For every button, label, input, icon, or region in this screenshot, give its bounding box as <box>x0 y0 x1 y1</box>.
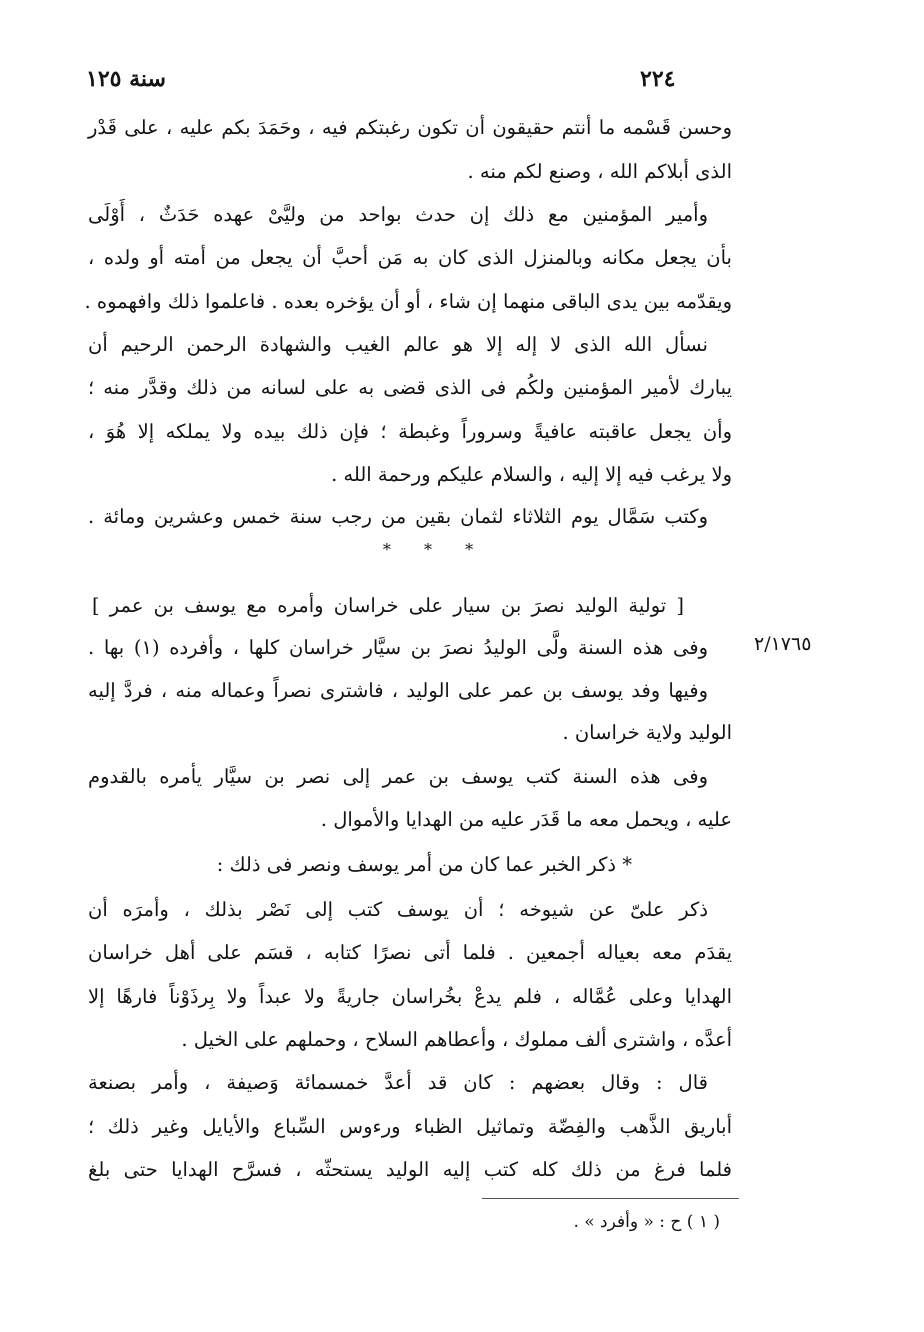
text-line: الذى أبلاكم الله ، وصنع لكم منه . <box>467 160 732 183</box>
subsection-heading: * ذكر الخبر عما كان من أمر يوسف ونصر فى ذلك : <box>216 853 632 876</box>
text-line: وأمير المؤمنين مع ذلك إن حدث بواحد من وليَّىْ عهده حَدَثٌ ، أَوْلَى <box>88 203 708 226</box>
margin-reference: ٢/١٧٦٥ <box>754 633 812 655</box>
text-line: وفى هذه السنة ولَّى الوليدُ نصرَ بن سيَّار خراسان كلها ، وأفرده (١) بها . <box>88 636 708 659</box>
text-line: ولا يرغب فيه إلا إليه ، والسلام عليكم ورحمة الله . <box>331 463 732 486</box>
footnote-rule <box>482 1198 739 1199</box>
text-line: نسأل الله الذى لا إله إلا هو عالم الغيب والشهادة الرحمن الرحيم أن <box>88 333 708 356</box>
section-separator: * * * <box>382 540 488 559</box>
text-line: يبارك لأمير المؤمنين ولكُم فى الذى قضى به على لسانه من ذلك وقدَّر منه ؛ <box>88 376 732 399</box>
text-line: وفى هذه السنة كتب يوسف بن عمر إلى نصر بن سيَّار يأمره بالقدوم <box>88 765 708 788</box>
text-line: قال : وقال بعضهم : كان قد أعدَّ خمسمائة وَصيفة ، وأمر بصنعة <box>88 1071 708 1094</box>
text-line: الوليد ولاية خراسان . <box>562 721 732 744</box>
text-line: عليه ، ويحمل معه ما قَدَر عليه من الهدايا والأموال . <box>320 808 732 831</box>
page-number: ٢٢٤ <box>640 66 676 92</box>
text-line: الهدايا وعلى عُمَّاله ، فلم يدعْ بخُراسان جاريةً ولا عبداً ولا بِرذَوْناً فارهًا إلا <box>88 985 732 1008</box>
text-line: يقدَم معه بعياله أجمعين . فلما أتى نصرًا كتابه ، قسَم على أهل خراسان <box>88 941 732 964</box>
text-line: ويقدّمه بين يدى الباقى منهما إن شاء ، أو أن يؤخره بعده . فاعلموا ذلك وافهموه . <box>84 290 732 313</box>
text-line: أباريق الذَّهب والفِضّة وتماثيل الظباء ورءوس السِّباع والأيايل وغير ذلك ؛ <box>88 1115 732 1138</box>
text-line: بأن يجعل مكانه وبالمنزل الذى كان به مَن أحبَّ أن يجعل من أمته أو ولده ، <box>88 246 732 269</box>
running-header-year: سنة ١٢٥ <box>86 66 166 92</box>
section-heading: [ تولية الوليد نصرَ بن سيار على خراسان وأمره مع يوسف بن عمر ] <box>92 594 684 617</box>
text-line: فلما فرغ من ذلك كله كتب إليه الوليد يستحثّه ، فسرَّح الهدايا حتى بلغ <box>88 1158 732 1181</box>
text-line: وكتب سَمَّال يوم الثلاثاء لثمان بقين من رجب سنة خمس وعشرين ومائة . <box>88 505 708 528</box>
text-line: وفيها وفد يوسف بن عمر على الوليد ، فاشترى نصراً وعماله منه ، فردَّ إليه <box>88 679 708 702</box>
text-line: أعدَّه ، واشترى ألف مملوك ، وأعطاهم السلاح ، وحملهم على الخيل . <box>181 1028 732 1051</box>
text-line: وأن يجعل عاقبته عافيةً وسروراً وغبطة ؛ فإن ذلك بيده ولا يملكه إلا هُوَ ، <box>88 420 732 443</box>
text-line: وحسن قَسْمه ما أنتم حقيقون أن تكون رغبتكم فيه ، وحَمَدَ بكم عليه ، على قَدْر <box>88 116 732 139</box>
text-line: ذكر علىّ عن شيوخه ؛ أن يوسف كتب إلى نَصْر بذلك ، وأمرَه أن <box>88 898 708 921</box>
footnote: ( ١ ) ح : « وأفرد » . <box>573 1212 720 1232</box>
